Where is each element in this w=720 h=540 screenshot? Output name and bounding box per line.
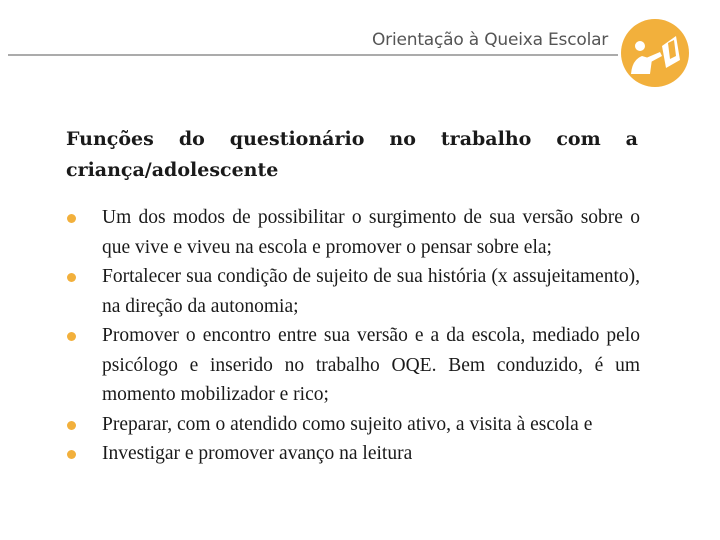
child-reading-logo-icon: [618, 16, 692, 90]
bullet-text: Fortalecer sua condição de sujeito de sua história (x assujeitamento), na direção da autonomia;: [102, 266, 640, 317]
header-divider: [8, 54, 618, 56]
header-title: Orientação à Queixa Escolar: [372, 30, 609, 50]
list-item: [66, 262, 640, 321]
list-item: [66, 203, 640, 262]
bullet-icon: [66, 321, 102, 351]
bullet-icon: [66, 203, 102, 233]
bullet-icon: [66, 439, 102, 469]
bullet-text: Investigar e promover avanço na leitura: [102, 443, 413, 464]
slide-heading: Funções do questionário no trabalho com a criança/adolescente: [66, 128, 638, 181]
bullet-icon: [66, 262, 102, 292]
bullet-icon: [66, 410, 102, 440]
bullet-text: Um dos modos de possibilitar o surgimento de sua versão sobre o que vive e viveu na escola e promover o pensar sobre ela;: [102, 207, 640, 258]
list-item: [66, 410, 640, 440]
bullet-text: Preparar, com o atendido como sujeito ativo, a visita à escola e: [102, 413, 593, 435]
bullet-list: [66, 203, 640, 469]
list-item: [66, 321, 640, 410]
list-item: [66, 439, 640, 469]
bullet-text: Promover o encontro entre sua versão e a da escola, mediado pelo psicólogo e inserido no trabalho OQE. Bem conduzido, é um momento mobilizador e rico;: [102, 325, 640, 405]
